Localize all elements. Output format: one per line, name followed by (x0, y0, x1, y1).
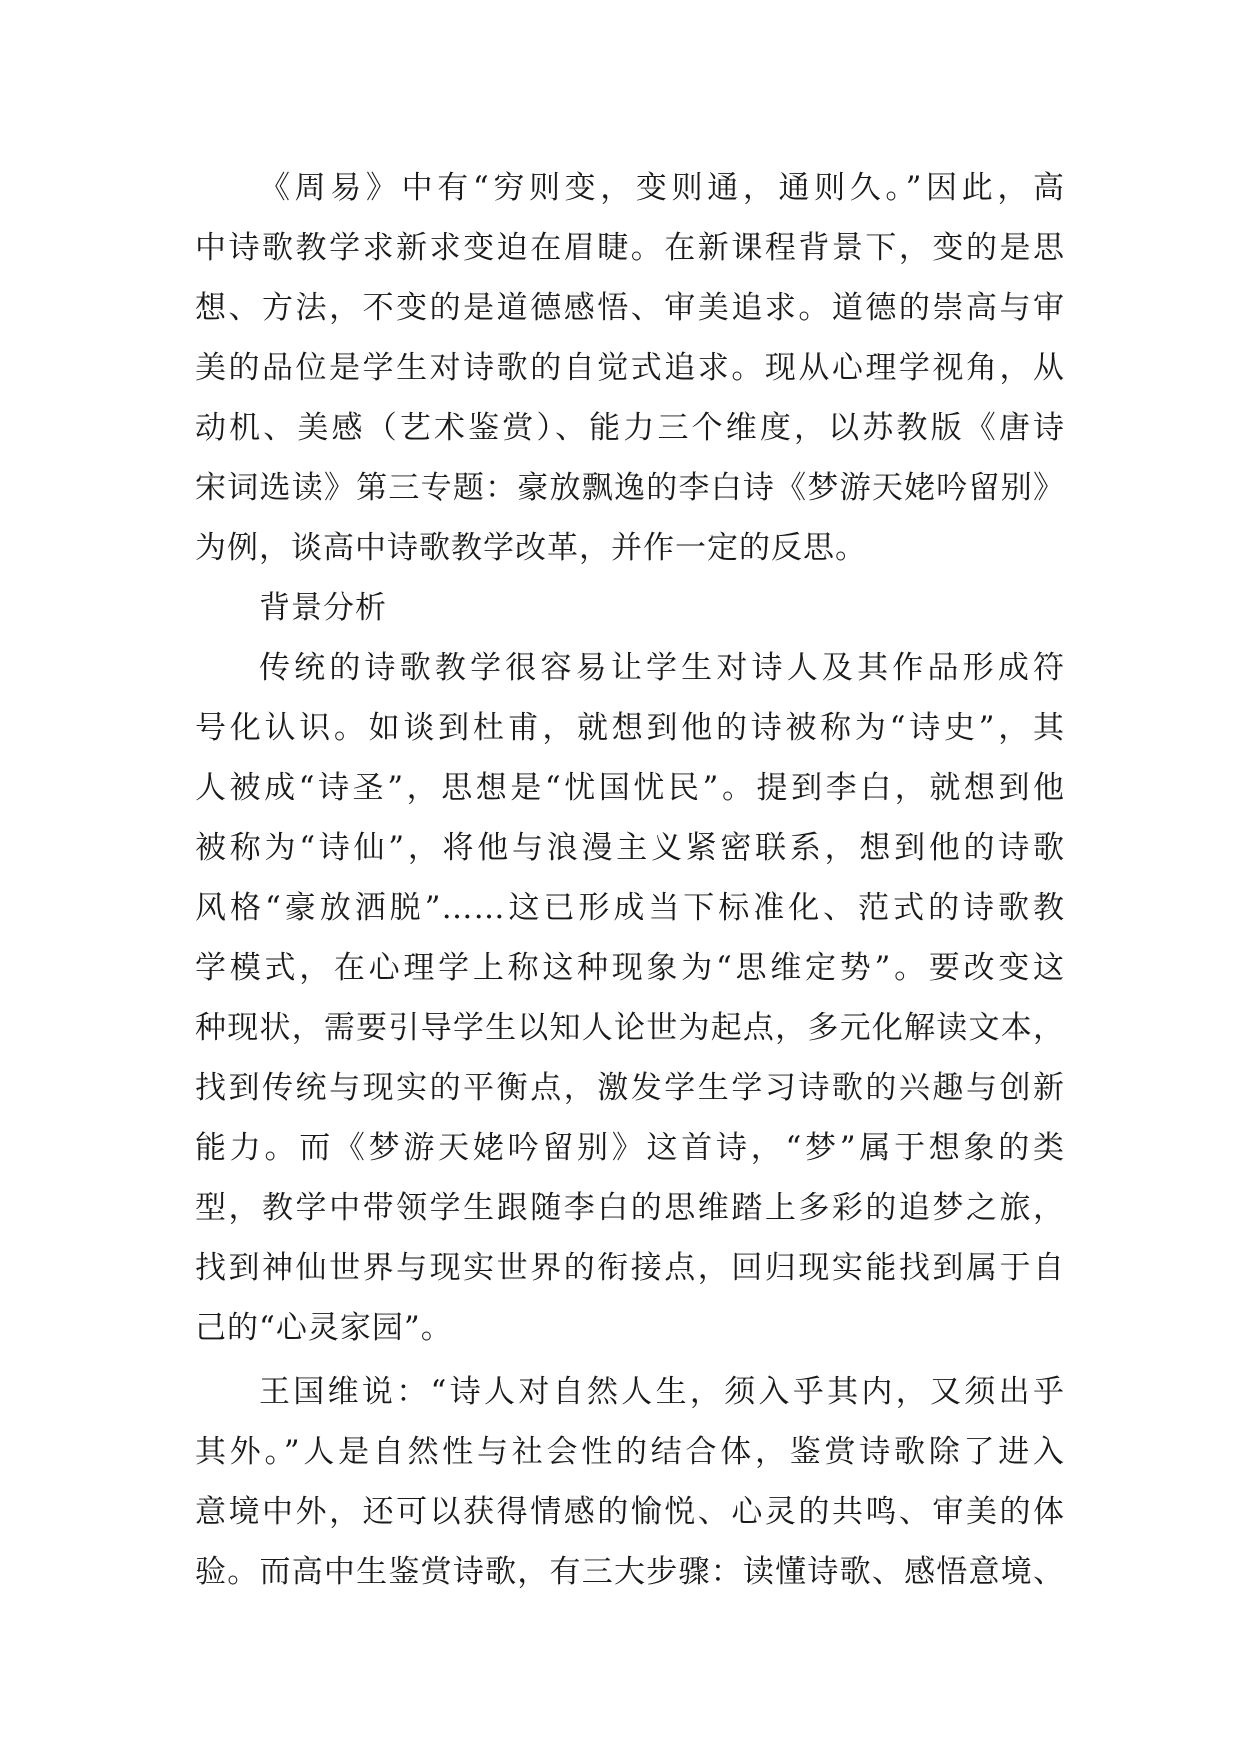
text-line: 号化认识。如谈到杜甫，就想到他的诗被称为“诗史”，其 (195, 710, 1065, 746)
text-line: 能力。而《梦游天姥吟留别》这首诗，“梦”属于想象的类 (195, 1130, 1065, 1166)
paragraph-background (195, 638, 1065, 1358)
text-line: 找到神仙世界与现实世界的衔接点，回归现实能找到属于自 (195, 1250, 1065, 1286)
text-line: 意境中外，还可以获得情感的愉悦、心灵的共鸣、审美的体 (195, 1494, 1065, 1530)
paragraph-wang-guowei (195, 1362, 1065, 1602)
text-line: 风格“豪放洒脱”……这已形成当下标准化、范式的诗歌教 (195, 890, 1065, 926)
text-line: 种现状，需要引导学生以知人论世为起点，多元化解读文本， (195, 1010, 1065, 1046)
text-line: 型，教学中带领学生跟随李白的思维踏上多彩的追梦之旅， (195, 1190, 1065, 1226)
text-line: 学模式，在心理学上称这种现象为“思维定势”。要改变这 (195, 950, 1065, 986)
text-line: 为例，谈高中诗歌教学改革，并作一定的反思。 (195, 530, 867, 566)
section-heading: 背景分析 (259, 590, 387, 626)
document-body (195, 158, 1065, 1602)
text-line: 人被成“诗圣”，思想是“忧国忧民”。提到李白，就想到他 (195, 770, 1065, 806)
text-line: 其外。”人是自然性与社会性的结合体，鉴赏诗歌除了进入 (195, 1434, 1065, 1470)
text-line: 被称为“诗仙”，将他与浪漫主义紧密联系，想到他的诗歌 (195, 830, 1065, 866)
text-line: 美的品位是学生对诗歌的自觉式追求。现从心理学视角，从 (195, 350, 1065, 386)
text-line: 找到传统与现实的平衡点，激发学生学习诗歌的兴趣与创新 (195, 1070, 1065, 1106)
text-line: 宋词选读》第三专题：豪放飘逸的李白诗《梦游天姥吟留别》 (195, 470, 1065, 506)
text-line: 《周易》中有“穷则变，变则通，通则久。”因此，高 (259, 170, 1065, 206)
text-line: 传统的诗歌教学很容易让学生对诗人及其作品形成符 (259, 650, 1065, 686)
text-line: 想、方法，不变的是道德感悟、审美追求。道德的崇高与审 (195, 290, 1065, 326)
text-line: 动机、美感（艺术鉴赏）、能力三个维度，以苏教版《唐诗 (195, 410, 1065, 446)
text-line: 王国维说：“诗人对自然人生，须入乎其内，又须出乎 (259, 1374, 1065, 1410)
text-line: 中诗歌教学求新求变迫在眉睫。在新课程背景下，变的是思 (195, 230, 1065, 266)
text-line: 己的“心灵家园”。 (195, 1310, 453, 1346)
text-line: 验。而高中生鉴赏诗歌，有三大步骤：读懂诗歌、感悟意境、 (195, 1554, 1065, 1590)
paragraph-intro (195, 158, 1065, 578)
